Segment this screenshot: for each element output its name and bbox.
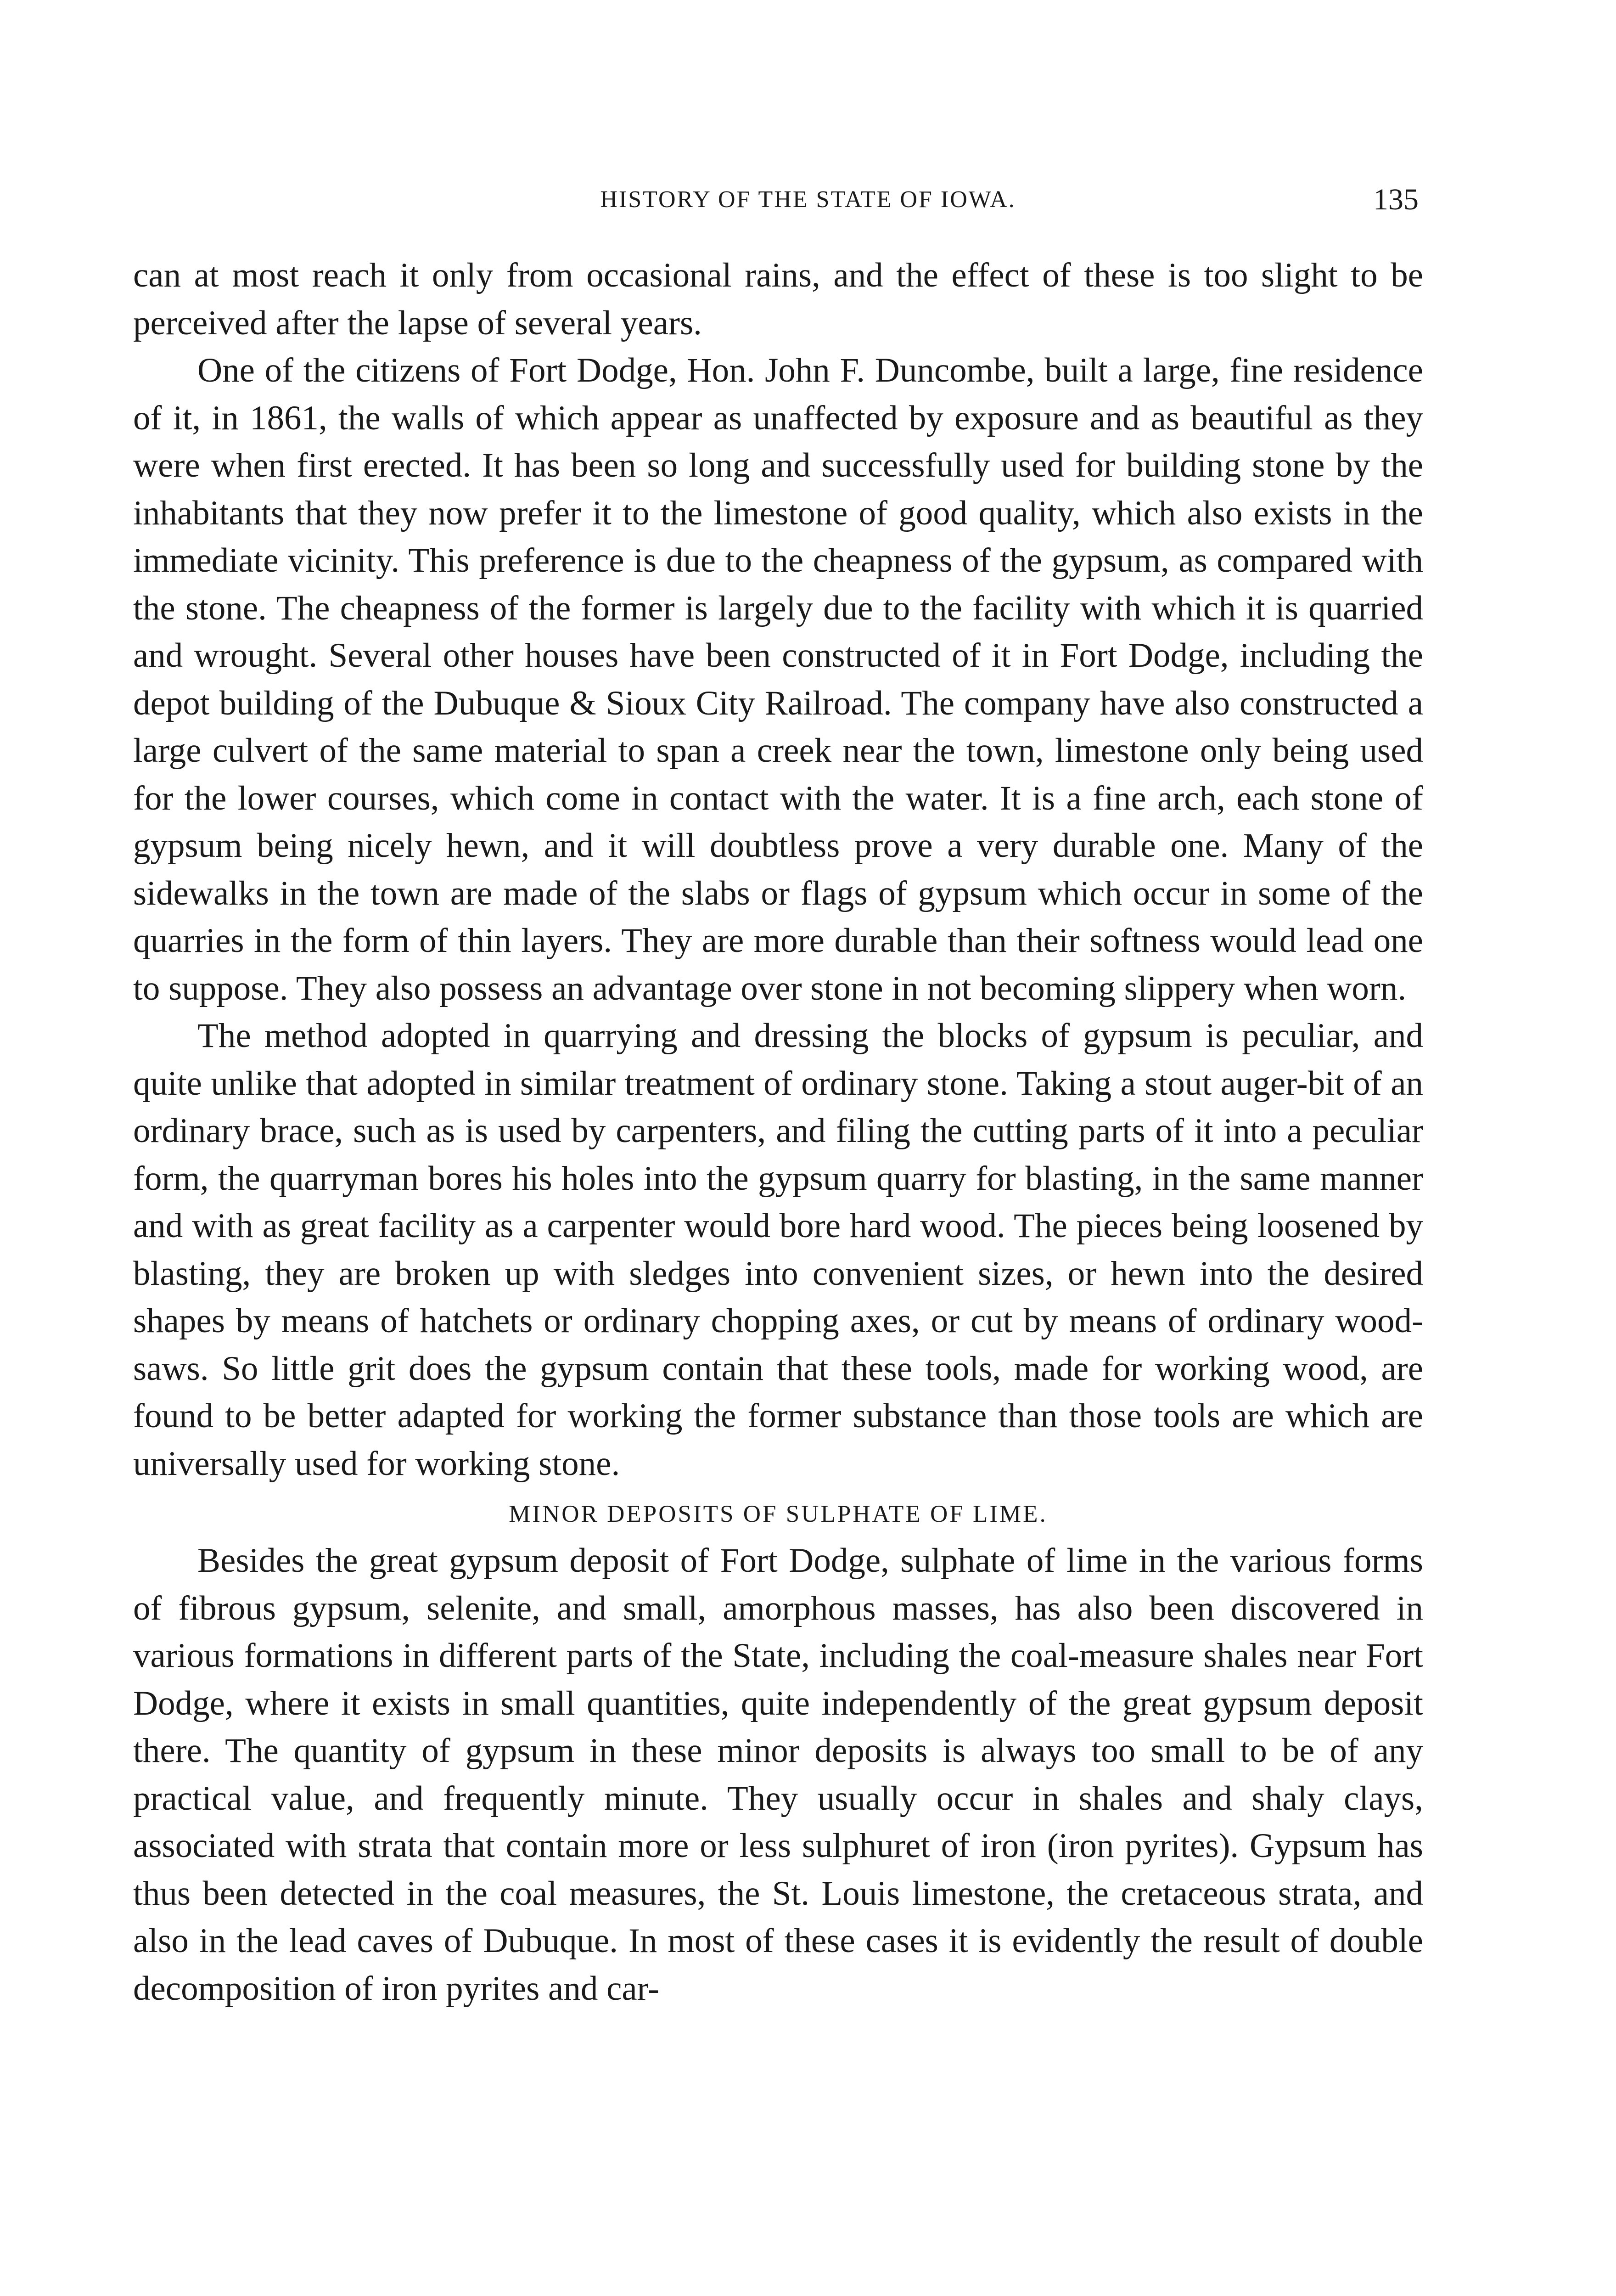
page-number: 135 xyxy=(1373,183,1419,216)
paragraph-quarrying-method: The method adopted in quarrying and dressing the blocks of gypsum is peculiar, and quite unlike that adopted in similar treatment of ordinary stone. Taking a stout auger-bit of an ordinary brace, such as is used by carpenters, and filing the cutting parts of it into a peculiar form, the quarryman bores his holes into the gypsum quarry for blasting, in the same manner and with as great facility as a carpenter would bore hard wood. The pieces being loosened by blasting, they are broken up with sledges into convenient sizes, or hewn into the desired shapes by means of hatchets or ordinary chopping axes, or cut by means of ordinary wood-saws. So little grit does the gypsum contain that these tools, made for working wood, are found to be better adapted for working the former substance than those tools are which are universally used for working stone. xyxy=(133,1017,1423,1483)
paragraph-continued: can at most reach it only from occasional rains, and the effect of these is too slight to be perceived after the lapse of several years. xyxy=(133,256,1423,342)
body-text xyxy=(133,252,1423,2012)
running-head xyxy=(0,181,1616,218)
paragraph-minor-deposits: Besides the great gypsum deposit of Fort Dodge, sulphate of lime in the various forms of fibrous gypsum, selenite, and small, amorphous masses, has also been discovered in various formations in different parts of the State, including the coal-measure shales near Fort Dodge, where it exists in small quantities, quite independently of the great gypsum deposit there. The quantity of gypsum in these minor deposits is always too small to be of any practical value, and frequently minute. They usually occur in shales and shaly clays, associated with strata that contain more or less sulphuret of iron (iron pyrites). Gypsum has thus been detected in the coal measures, the St. Louis limestone, the cretaceous strata, and also in the lead caves of Dubuque. In most of these cases it is evidently the result of double decomposition of iron pyrites and car- xyxy=(133,1542,1423,2008)
paragraph-duncombe-residence: One of the citizens of Fort Dodge, Hon. John F. Duncombe, built a large, fine residence of it, in 1861, the walls of which appear as unaffected by exposure and as beautiful as they were when first erected. It has been so long and successfully used for building stone by the inhabitants that they now prefer it to the limestone of good quality, which also exists in the immediate vicinity. This preference is due to the cheapness of the gypsum, as compared with the stone. The cheapness of the former is largely due to the facility with which it is quarried and wrought. Several other houses have been constructed of it in Fort Dodge, including the depot building of the Dubuque & Sioux City Railroad. The company have also constructed a large culvert of the same material to span a creek near the town, limestone only being used for the lower courses, which come in contact with the water. It is a fine arch, each stone of gypsum being nicely hewn, and it will doubtless prove a very durable one. Many of the sidewalks in the town are made of the slabs or flags of gypsum which occur in some of the quarries in the form of thin layers. They are more durable than their softness would lead one to suppose. They also possess an advantage over stone in not becoming slippery when worn. xyxy=(133,351,1423,1007)
section-heading: MINOR DEPOSITS OF SULPHATE OF LIME. xyxy=(509,1501,1048,1527)
running-title: HISTORY OF THE STATE OF IOWA. xyxy=(600,186,1016,213)
